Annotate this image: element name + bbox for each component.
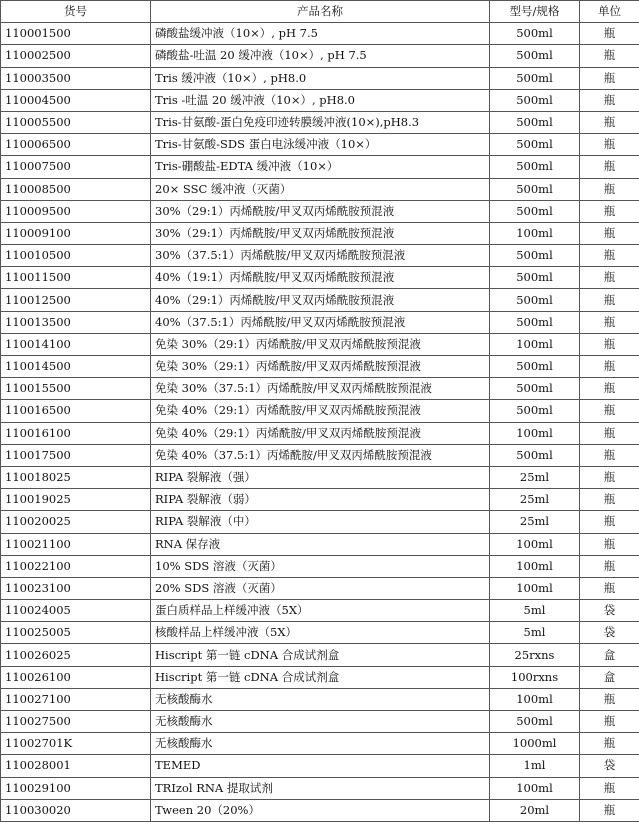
cell-unit: 瓶: [580, 422, 639, 444]
cell-name: 免染 40%（29:1）丙烯酰胺/甲叉双丙烯酰胺预混液: [151, 422, 490, 444]
table-row: [1, 67, 639, 89]
header-unit: 单位: [580, 1, 639, 23]
cell-name: 无核酸酶水: [151, 733, 490, 755]
cell-name: 30%（37.5:1）丙烯酰胺/甲叉双丙烯酰胺预混液: [151, 245, 490, 267]
cell-code: 110016500: [1, 400, 151, 422]
cell-unit: 袋: [580, 600, 639, 622]
cell-code: 110021100: [1, 533, 151, 555]
cell-code: 110015500: [1, 378, 151, 400]
cell-spec: 500ml: [490, 23, 580, 45]
cell-name: 无核酸酶水: [151, 688, 490, 710]
cell-spec: 500ml: [490, 289, 580, 311]
cell-unit: 瓶: [580, 799, 639, 821]
table-row: [1, 444, 639, 466]
table-row: [1, 422, 639, 444]
cell-spec: 500ml: [490, 400, 580, 422]
table-row: [1, 489, 639, 511]
cell-name: Tris 缓冲液（10×）, pH8.0: [151, 67, 490, 89]
cell-spec: 25rxns: [490, 644, 580, 666]
cell-name: TRIzol RNA 提取试剂: [151, 777, 490, 799]
cell-spec: 500ml: [490, 245, 580, 267]
cell-unit: 瓶: [580, 400, 639, 422]
cell-code: 110024005: [1, 600, 151, 622]
cell-unit: 瓶: [580, 311, 639, 333]
cell-code: 110014500: [1, 356, 151, 378]
cell-code: 110020025: [1, 511, 151, 533]
cell-code: 11002701K: [1, 733, 151, 755]
cell-name: 免染 30%（29:1）丙烯酰胺/甲叉双丙烯酰胺预混液: [151, 333, 490, 355]
header-spec: 型号/规格: [490, 1, 580, 23]
cell-name: 20% SDS 溶液（灭菌）: [151, 577, 490, 599]
cell-name: RIPA 裂解液（强）: [151, 466, 490, 488]
cell-code: 110012500: [1, 289, 151, 311]
cell-code: 110011500: [1, 267, 151, 289]
cell-unit: 瓶: [580, 45, 639, 67]
cell-spec: 1000ml: [490, 733, 580, 755]
cell-spec: 100ml: [490, 688, 580, 710]
cell-unit: 瓶: [580, 267, 639, 289]
cell-unit: 瓶: [580, 200, 639, 222]
header-row: [1, 1, 639, 23]
table-row: [1, 755, 639, 777]
cell-name: Hiscript 第一链 cDNA 合成试剂盒: [151, 644, 490, 666]
cell-spec: 25ml: [490, 466, 580, 488]
cell-unit: 瓶: [580, 222, 639, 244]
cell-name: Tris-甘氨酸-SDS 蛋白电泳缓冲液（10×）: [151, 134, 490, 156]
table-row: [1, 511, 639, 533]
table-row: [1, 466, 639, 488]
table-row: [1, 200, 639, 222]
cell-spec: 5ml: [490, 600, 580, 622]
header-name: 产品名称: [151, 1, 490, 23]
table-row: [1, 333, 639, 355]
cell-spec: 100ml: [490, 555, 580, 577]
table-row: [1, 23, 639, 45]
cell-name: 10% SDS 溶液（灭菌）: [151, 555, 490, 577]
cell-name: 免染 30%（29:1）丙烯酰胺/甲叉双丙烯酰胺预混液: [151, 356, 490, 378]
table-row: [1, 45, 639, 67]
cell-spec: 500ml: [490, 356, 580, 378]
cell-name: 40%（37.5:1）丙烯酰胺/甲叉双丙烯酰胺预混液: [151, 311, 490, 333]
cell-spec: 100ml: [490, 422, 580, 444]
cell-name: TEMED: [151, 755, 490, 777]
table-row: [1, 134, 639, 156]
cell-unit: 瓶: [580, 444, 639, 466]
cell-code: 110029100: [1, 777, 151, 799]
cell-code: 110018025: [1, 466, 151, 488]
cell-code: 110001500: [1, 23, 151, 45]
cell-unit: 瓶: [580, 289, 639, 311]
cell-spec: 500ml: [490, 134, 580, 156]
cell-name: RIPA 裂解液（中）: [151, 511, 490, 533]
cell-spec: 500ml: [490, 267, 580, 289]
table-row: [1, 156, 639, 178]
table-row: [1, 622, 639, 644]
cell-unit: 瓶: [580, 156, 639, 178]
cell-code: 110030020: [1, 799, 151, 821]
cell-name: RNA 保存液: [151, 533, 490, 555]
cell-code: 110013500: [1, 311, 151, 333]
cell-code: 110003500: [1, 67, 151, 89]
table-row: [1, 600, 639, 622]
cell-spec: 500ml: [490, 156, 580, 178]
cell-name: 无核酸酶水: [151, 711, 490, 733]
cell-code: 110016100: [1, 422, 151, 444]
cell-code: 110005500: [1, 111, 151, 133]
cell-unit: 瓶: [580, 178, 639, 200]
cell-unit: 瓶: [580, 688, 639, 710]
cell-spec: 500ml: [490, 89, 580, 111]
cell-unit: 盒: [580, 644, 639, 666]
cell-spec: 25ml: [490, 489, 580, 511]
cell-name: Tris -吐温 20 缓冲液（10×）, pH8.0: [151, 89, 490, 111]
cell-name: 磷酸盐缓冲液（10×）, pH 7.5: [151, 23, 490, 45]
cell-unit: 瓶: [580, 356, 639, 378]
table-row: [1, 799, 639, 821]
cell-unit: 瓶: [580, 777, 639, 799]
cell-spec: 500ml: [490, 45, 580, 67]
table-row: [1, 666, 639, 688]
table-row: [1, 356, 639, 378]
table-row: [1, 688, 639, 710]
cell-spec: 500ml: [490, 200, 580, 222]
cell-spec: 100ml: [490, 777, 580, 799]
cell-spec: 20ml: [490, 799, 580, 821]
cell-code: 110017500: [1, 444, 151, 466]
cell-code: 110007500: [1, 156, 151, 178]
cell-name: 30%（29:1）丙烯酰胺/甲叉双丙烯酰胺预混液: [151, 200, 490, 222]
cell-spec: 1ml: [490, 755, 580, 777]
cell-name: 40%（29:1）丙烯酰胺/甲叉双丙烯酰胺预混液: [151, 289, 490, 311]
cell-code: 110008500: [1, 178, 151, 200]
cell-spec: 100ml: [490, 577, 580, 599]
table-row: [1, 644, 639, 666]
cell-unit: 瓶: [580, 134, 639, 156]
cell-spec: 100ml: [490, 533, 580, 555]
table-row: [1, 245, 639, 267]
cell-name: 核酸样品上样缓冲液（5X）: [151, 622, 490, 644]
table-row: [1, 378, 639, 400]
cell-name: 蛋白质样品上样缓冲液（5X）: [151, 600, 490, 622]
cell-spec: 100rxns: [490, 666, 580, 688]
table-row: [1, 555, 639, 577]
cell-spec: 100ml: [490, 333, 580, 355]
cell-code: 110022100: [1, 555, 151, 577]
cell-name: Tris-甘氨酸-蛋白免疫印迹转膜缓冲液(10×),pH8.3: [151, 111, 490, 133]
cell-spec: 100ml: [490, 222, 580, 244]
cell-spec: 25ml: [490, 511, 580, 533]
table-row: [1, 733, 639, 755]
cell-unit: 瓶: [580, 511, 639, 533]
cell-unit: 瓶: [580, 577, 639, 599]
cell-unit: 瓶: [580, 711, 639, 733]
cell-unit: 瓶: [580, 489, 639, 511]
cell-code: 110026100: [1, 666, 151, 688]
cell-code: 110002500: [1, 45, 151, 67]
table-row: [1, 89, 639, 111]
cell-unit: 瓶: [580, 733, 639, 755]
table-row: [1, 533, 639, 555]
cell-code: 110014100: [1, 333, 151, 355]
table-row: [1, 111, 639, 133]
table-row: [1, 222, 639, 244]
table-row: [1, 777, 639, 799]
cell-code: 110027100: [1, 688, 151, 710]
cell-code: 110027500: [1, 711, 151, 733]
cell-name: 免染 30%（37.5:1）丙烯酰胺/甲叉双丙烯酰胺预混液: [151, 378, 490, 400]
cell-name: 免染 40%（29:1）丙烯酰胺/甲叉双丙烯酰胺预混液: [151, 400, 490, 422]
table-row: [1, 178, 639, 200]
cell-code: 110025005: [1, 622, 151, 644]
cell-unit: 瓶: [580, 378, 639, 400]
cell-unit: 瓶: [580, 466, 639, 488]
cell-unit: 瓶: [580, 89, 639, 111]
cell-unit: 瓶: [580, 67, 639, 89]
cell-code: 110010500: [1, 245, 151, 267]
cell-code: 110028001: [1, 755, 151, 777]
cell-unit: 瓶: [580, 245, 639, 267]
cell-name: 30%（29:1）丙烯酰胺/甲叉双丙烯酰胺预混液: [151, 222, 490, 244]
cell-unit: 瓶: [580, 533, 639, 555]
cell-unit: 瓶: [580, 555, 639, 577]
cell-spec: 500ml: [490, 178, 580, 200]
table-row: [1, 577, 639, 599]
cell-code: 110006500: [1, 134, 151, 156]
cell-spec: 5ml: [490, 622, 580, 644]
cell-unit: 袋: [580, 755, 639, 777]
cell-unit: 袋: [580, 622, 639, 644]
cell-spec: 500ml: [490, 378, 580, 400]
cell-spec: 500ml: [490, 311, 580, 333]
table-row: [1, 711, 639, 733]
cell-name: 免染 40%（37.5:1）丙烯酰胺/甲叉双丙烯酰胺预混液: [151, 444, 490, 466]
table-row: [1, 400, 639, 422]
cell-code: 110023100: [1, 577, 151, 599]
cell-name: Tween 20（20%）: [151, 799, 490, 821]
cell-code: 110009100: [1, 222, 151, 244]
cell-name: RIPA 裂解液（弱）: [151, 489, 490, 511]
cell-spec: 500ml: [490, 111, 580, 133]
cell-code: 110009500: [1, 200, 151, 222]
cell-name: 40%（19:1）丙烯酰胺/甲叉双丙烯酰胺预混液: [151, 267, 490, 289]
cell-name: 磷酸盐-吐温 20 缓冲液（10×）, pH 7.5: [151, 45, 490, 67]
table-row: [1, 311, 639, 333]
cell-spec: 500ml: [490, 444, 580, 466]
table-body: [1, 23, 639, 822]
cell-spec: 500ml: [490, 711, 580, 733]
cell-code: 110019025: [1, 489, 151, 511]
cell-unit: 瓶: [580, 111, 639, 133]
cell-unit: 瓶: [580, 23, 639, 45]
cell-unit: 瓶: [580, 333, 639, 355]
table-row: [1, 289, 639, 311]
cell-spec: 500ml: [490, 67, 580, 89]
cell-name: Hiscript 第一链 cDNA 合成试剂盒: [151, 666, 490, 688]
cell-code: 110004500: [1, 89, 151, 111]
cell-name: 20× SSC 缓冲液（灭菌）: [151, 178, 490, 200]
cell-unit: 盒: [580, 666, 639, 688]
cell-name: Tris-硼酸盐-EDTA 缓冲液（10×）: [151, 156, 490, 178]
table-row: [1, 267, 639, 289]
cell-code: 110026025: [1, 644, 151, 666]
header-code: 货号: [1, 1, 151, 23]
